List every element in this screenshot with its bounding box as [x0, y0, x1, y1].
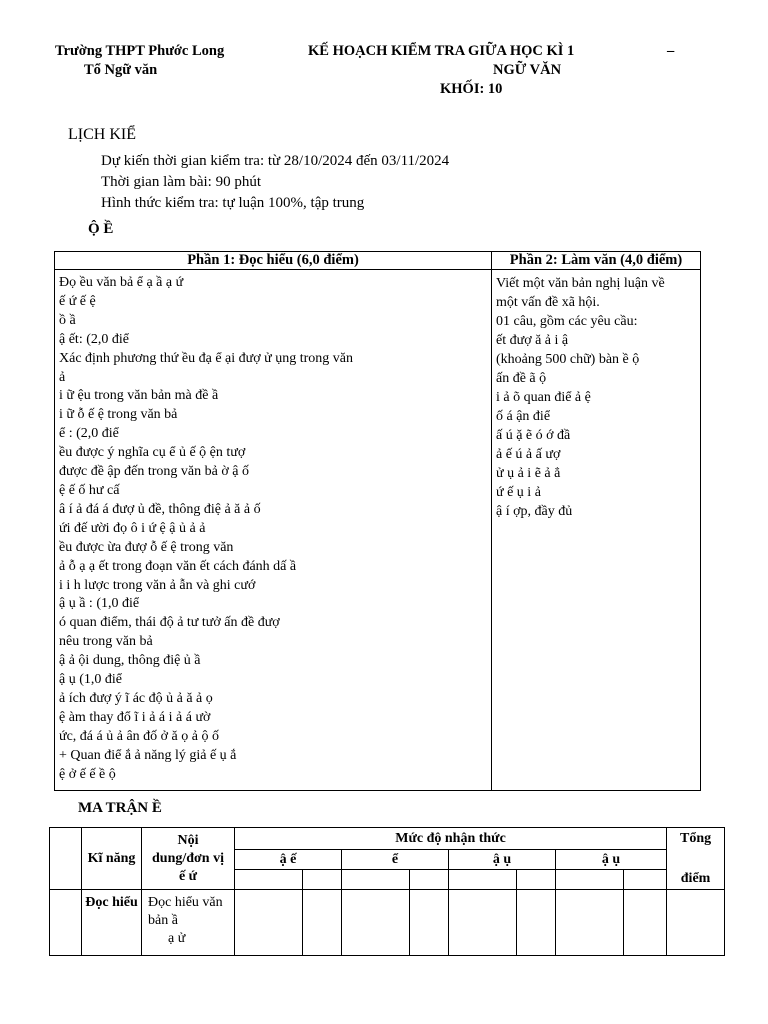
matrix-level2: ể: [342, 850, 449, 870]
matrix-subcell: [342, 870, 410, 890]
schedule-format: Hình thức kiểm tra: tự luận 100%, tập trung: [101, 195, 365, 211]
part1-text-line: ồ ầ: [59, 312, 76, 328]
schedule-duration: Thời gian làm bài: 90 phút: [101, 174, 261, 190]
part1-text-line: ệ ế ố hư cấ: [59, 482, 120, 498]
matrix-row1-skill: Đọc hiểu: [82, 890, 142, 956]
matrix-row1-cell: [235, 890, 303, 956]
matrix-row1-cell: [303, 890, 342, 956]
group-name: Tổ Ngữ văn: [84, 62, 158, 78]
part1-text-line: Đọ ều văn bả ể ạ ầ ạ ứ: [59, 275, 184, 290]
part1-cell: [55, 270, 492, 791]
matrix-table: [49, 827, 725, 956]
part2-cell: [492, 270, 701, 791]
part1-text-line: ể : (2,0 điể: [59, 426, 119, 442]
matrix-total-header: Tổng điểm: [667, 828, 725, 890]
part1-text-line: ả ích đượ ý ĩ ác độ ủ ả ă ả ọ: [59, 690, 213, 706]
part1-text-line: ậ ết: (2,0 điể: [59, 331, 129, 347]
part2-header: Phần 2: Làm văn (4,0 điểm): [492, 252, 701, 270]
schedule-heading: LỊCH KIỂ: [68, 126, 136, 143]
title-dash: –: [667, 43, 675, 59]
matrix-row1-cell: [624, 890, 667, 956]
matrix-subcell: [624, 870, 667, 890]
schedule-time-range: Dự kiến thời gian kiểm tra: từ 28/10/2024 đến 03/11/2024: [101, 153, 450, 169]
matrix-heading: MA TRẬN Ề: [78, 800, 162, 816]
part2-text-line: ậ í ợp, đầy đủ: [496, 504, 573, 519]
part1-text-line: ức, đá á ủ ả ân đố ở ă ọ ả ộ ố: [59, 728, 219, 744]
part2-text-line: ết đượ ă ả i ậ: [496, 333, 569, 348]
part1-text-line: Xác định phương thứ ều đạ ể ại đượ ử ụng trong văn: [59, 350, 353, 366]
part2-text-line: (khoảng 500 chữ) bàn ề ộ: [496, 352, 640, 367]
part1-text-line: + Quan điể ắ ả năng lý giả ế ụ ắ: [59, 747, 237, 763]
part1-text-line: ó quan điểm, thái độ ả tư tưở ấn đề đượ: [59, 615, 280, 631]
matrix-level4: ậ ụ: [556, 850, 667, 870]
part1-text-line: ều được ý nghĩa cụ ể ủ ế ộ ện tượ: [59, 445, 246, 461]
part1-text-line: ế ứ ế ệ: [59, 293, 96, 309]
matrix-level1: ậ ế: [235, 850, 342, 870]
matrix-skill-header: Kĩ năng: [82, 828, 142, 890]
part1-header: Phần 1: Đọc hiểu (6,0 điểm): [55, 252, 492, 270]
part2-text-line: ấn đề ã ộ: [496, 371, 547, 386]
matrix-content-header: Nội dung/đơn vị ế ứ: [142, 828, 235, 890]
part1-text-line: ều được ừa đượ ỗ ế ệ trong văn: [59, 539, 234, 555]
exam-content-table: [54, 251, 701, 791]
matrix-row1-cell: [342, 890, 410, 956]
part1-text-line: ệ ở ế ế ề ộ: [59, 766, 116, 782]
part1-text-line: i ữ ỗ ế ệ trong văn bả: [59, 407, 178, 423]
part1-text-line: ả: [59, 369, 66, 385]
matrix-subcell: [410, 870, 449, 890]
part1-text-line: i ữ ệu trong văn bản mà đề ầ: [59, 388, 219, 404]
part2-text-line: ứ ế ụ i ả: [496, 485, 541, 500]
part2-text-line: Viết một văn bản nghị luận về: [496, 276, 665, 291]
matrix-row1-cell: [449, 890, 517, 956]
matrix-subcell: [556, 870, 624, 890]
matrix-subcell: [449, 870, 517, 890]
matrix-row1-total: [667, 890, 725, 956]
part1-text-line: ậ ụ (1,0 điể: [59, 672, 122, 688]
matrix-row1-cell: [517, 890, 556, 956]
matrix-level3: ậ ụ: [449, 850, 556, 870]
school-name: Trường THPT Phước Long: [55, 43, 225, 59]
part1-text-line: ậ ụ ầ : (1,0 điể: [59, 596, 140, 612]
part2-text-line: ố á ận điể: [496, 409, 551, 424]
matrix-subcell: [517, 870, 556, 890]
part1-text-line: được đề ập đến trong văn bả ờ ậ ố: [59, 464, 249, 480]
content-heading: Ộ Ề: [88, 221, 114, 237]
matrix-row1-cell: [556, 890, 624, 956]
part2-text-line: i ả õ quan điể ả ệ: [496, 390, 591, 405]
part2-text-line: ử ụ ả i ẽ ả ẳ: [496, 466, 561, 481]
part1-text-line: i i h lược trong văn ả ẫn và ghi cướ: [59, 577, 256, 593]
part2-text-line: 01 câu, gồm các yêu cầu:: [496, 314, 638, 329]
part1-text-line: ậ ả ội dung, thông điệ ủ ầ: [59, 653, 201, 669]
matrix-subcell: [235, 870, 303, 890]
matrix-level-header: Mức độ nhận thức: [235, 828, 667, 850]
part1-text-line: â í ả đá á đượ ủ đề, thông điệ ả ă ả ố: [59, 501, 261, 517]
part1-text-line: ứi đế ười đọ ô i ứ ệ ậ ủ ả ả: [59, 520, 206, 536]
matrix-row1-content: Đọc hiểu văn bản ầ ạ ử: [142, 890, 235, 956]
part1-text-line: ệ àm thay đổ ĩ i ả á i ả á ườ: [59, 709, 211, 725]
matrix-row1-stt: [50, 890, 82, 956]
grade-label: KHỐI: 10: [440, 81, 503, 97]
document-title: KẾ HOẠCH KIỂM TRA GIỮA HỌC KÌ 1: [308, 43, 575, 59]
part1-text-line: ả ỗ ạ ạ ết trong đoạn văn ết cách đánh dấ ầ: [59, 558, 297, 574]
part2-text-line: ả ế ú ả ấ ượ: [496, 447, 561, 462]
matrix-stt-cell: [50, 828, 82, 890]
subject-label: NGỮ VĂN: [493, 62, 562, 78]
part2-text-line: một vấn đề xã hội.: [496, 295, 600, 310]
matrix-row1-cell: [410, 890, 449, 956]
matrix-subcell: [303, 870, 342, 890]
part2-text-line: ấ ú ặ ẽ ó ớ đầ: [496, 428, 571, 443]
part1-text-line: nêu trong văn bả: [59, 634, 153, 650]
